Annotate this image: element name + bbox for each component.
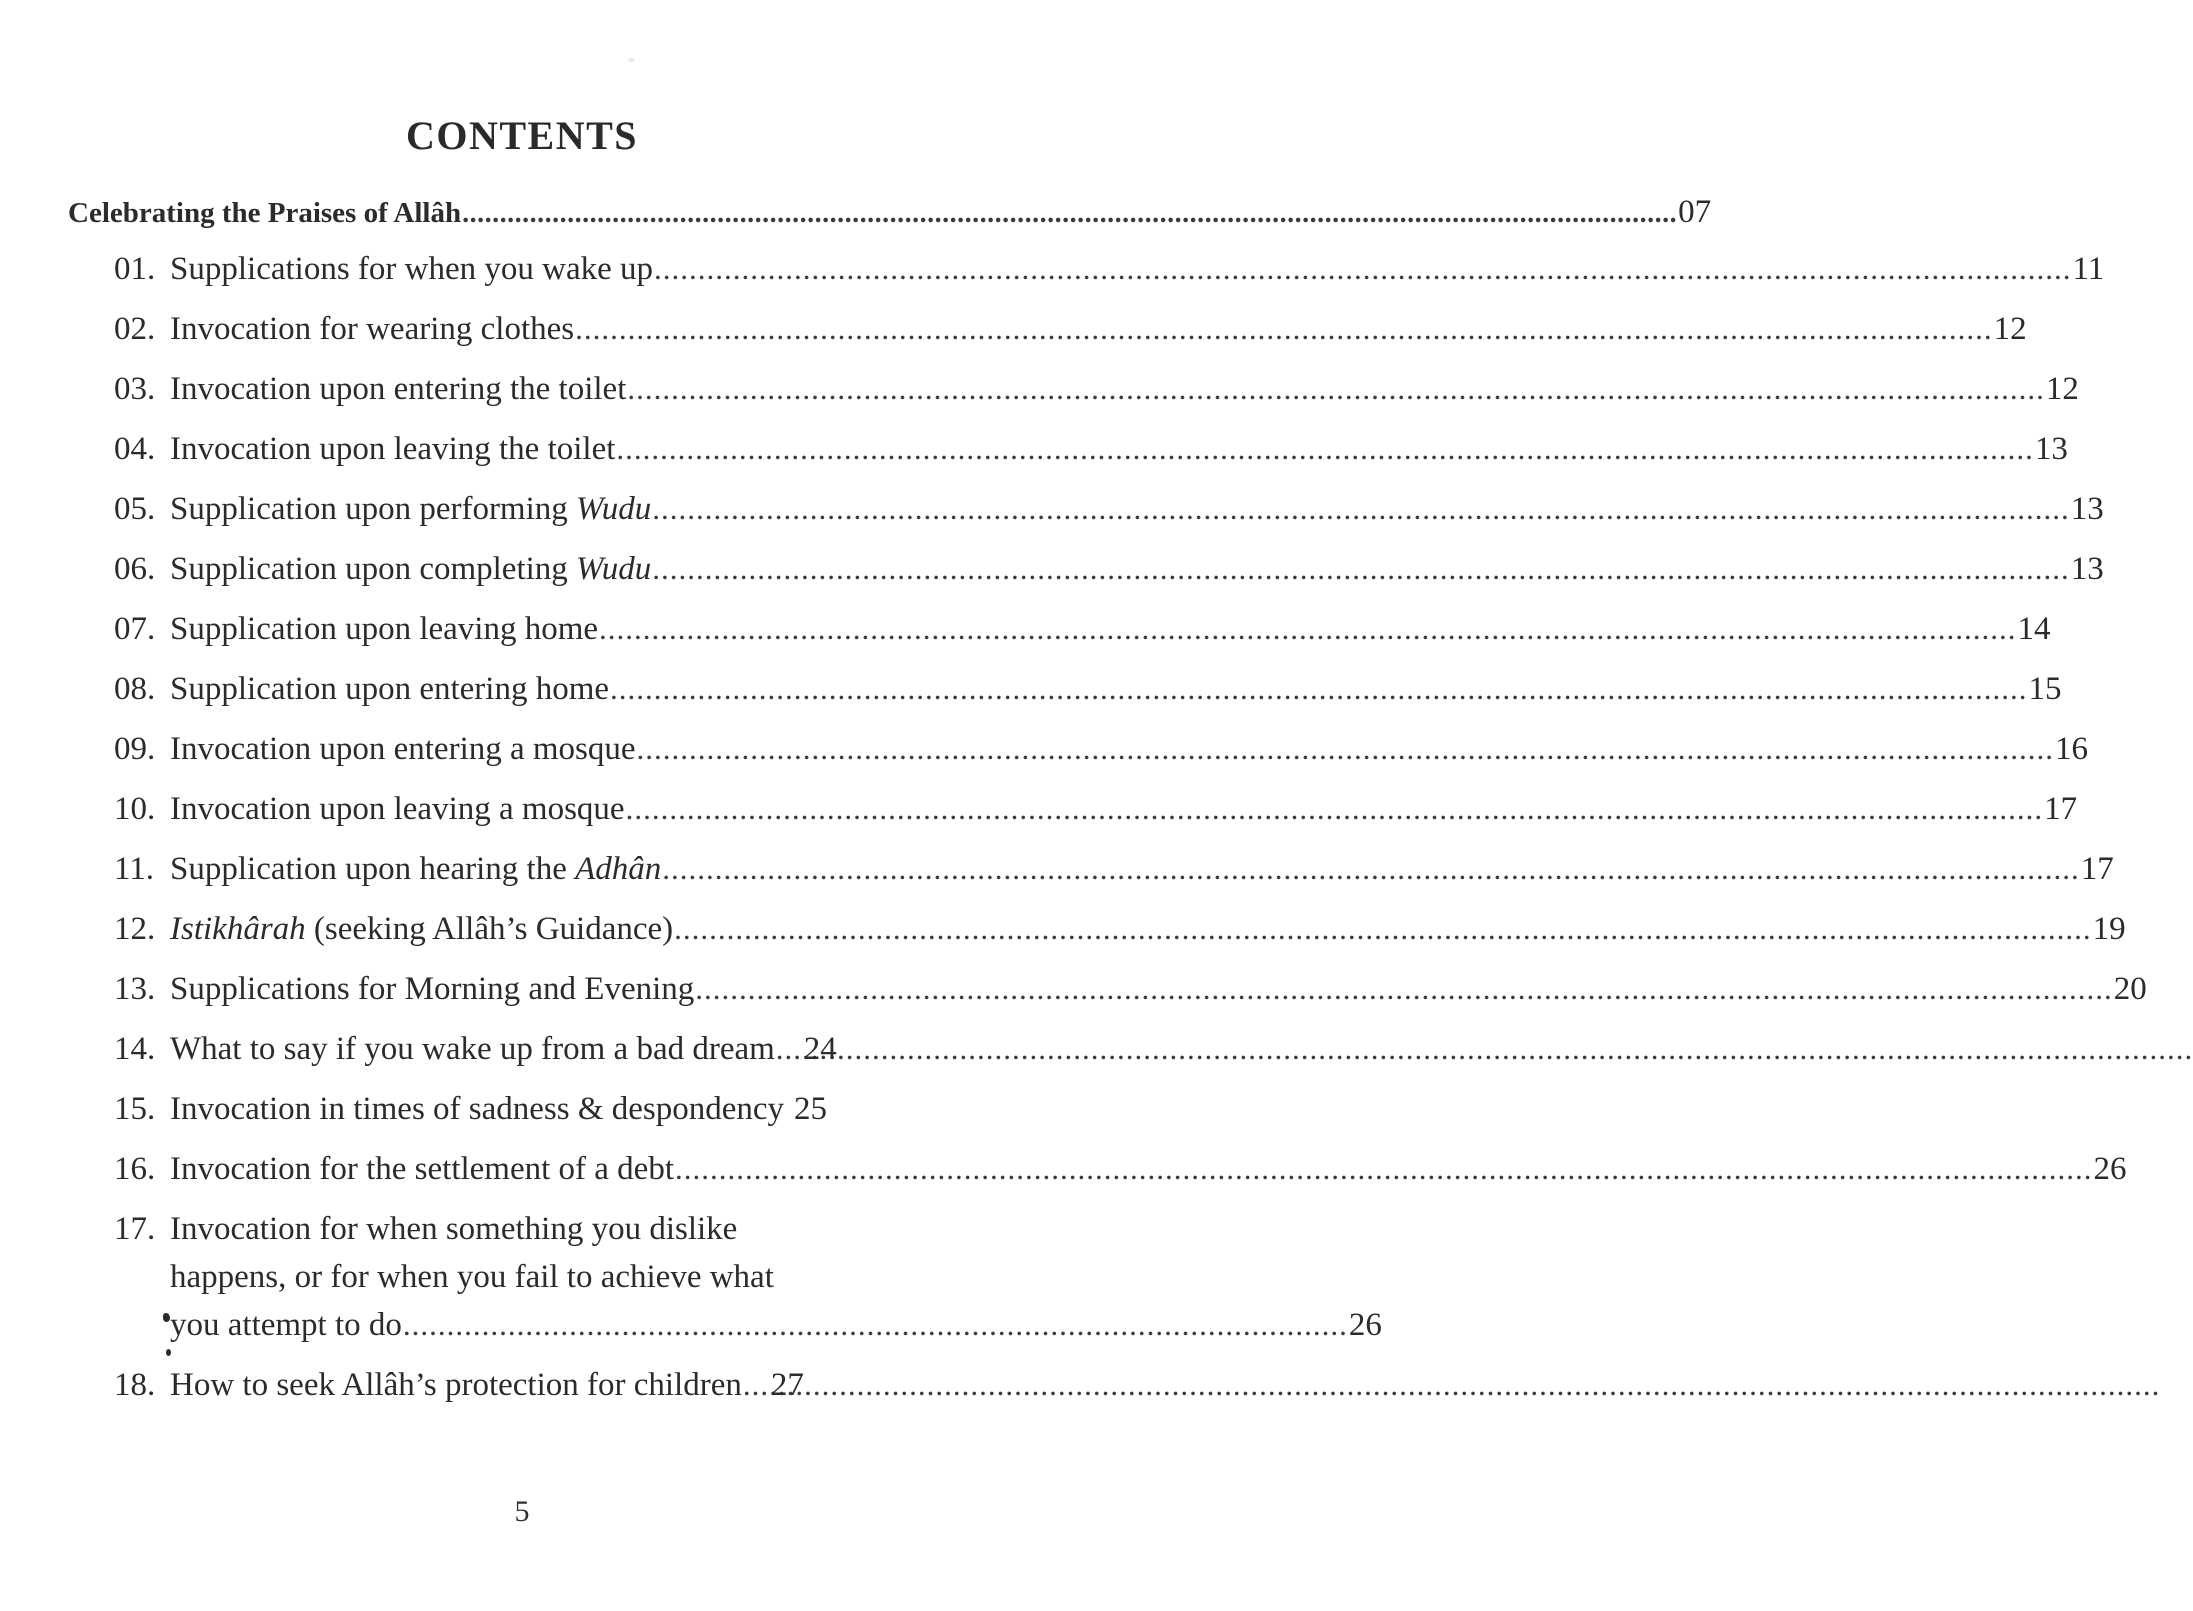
toc-entry-number: 02. bbox=[114, 311, 156, 347]
toc-entry-page: 07 bbox=[1678, 194, 1712, 230]
toc-entry-number: 18. bbox=[114, 1367, 156, 1403]
toc-entry-01[interactable] bbox=[114, 251, 2105, 287]
toc-entry-page: 27 bbox=[770, 1367, 804, 1403]
toc-entry-label-text: you attempt to do bbox=[170, 1307, 402, 1343]
toc-entry-label: How to seek Allâh’s protection for children bbox=[170, 1367, 742, 1403]
toc-entry-page: 17 bbox=[2080, 851, 2114, 887]
toc-entry-label-text: Supplication upon performing bbox=[170, 491, 577, 527]
toc-entry-number: 10. bbox=[114, 791, 156, 827]
dot-leader bbox=[610, 673, 2028, 704]
dot-leader bbox=[743, 1369, 769, 1400]
toc-entry-label: Invocation for the settlement of a debt bbox=[170, 1151, 674, 1187]
toc-entry-label-text: (seeking Allâh’s Guidance) bbox=[305, 911, 674, 947]
toc-entry-label-text: Supplication upon hearing the bbox=[170, 851, 576, 887]
toc-entry-page: 13 bbox=[2034, 431, 2068, 467]
toc-entry-09[interactable] bbox=[114, 731, 2089, 767]
toc-entry-page: 25 bbox=[794, 1091, 828, 1127]
toc-entry-18[interactable] bbox=[114, 1369, 930, 1402]
toc-entry-page: 16 bbox=[2055, 731, 2089, 767]
toc-entry-number: 04. bbox=[114, 431, 156, 467]
toc-entry-label: Celebrating the Praises of Allâh bbox=[68, 197, 462, 229]
toc-entry-10[interactable] bbox=[114, 791, 2078, 827]
toc-entry-03[interactable] bbox=[114, 371, 2079, 407]
toc-entry-label bbox=[170, 913, 673, 946]
toc-entry-number: 05. bbox=[114, 491, 156, 527]
toc-entry-page: 11 bbox=[2072, 251, 2105, 287]
toc-entry-label: Supplication upon leaving home bbox=[170, 611, 599, 647]
toc-entry-number: 15. bbox=[114, 1091, 156, 1127]
toc-entry-page: 26 bbox=[2093, 1151, 2127, 1187]
toc-entry-number: 16. bbox=[114, 1151, 156, 1187]
toc-entry-page: 12 bbox=[2045, 371, 2079, 407]
toc-entry-label-text: Supplication upon completing bbox=[170, 551, 577, 587]
toc-entry-12[interactable] bbox=[114, 911, 2126, 947]
dot-leader bbox=[674, 913, 2092, 944]
toc-entry-label bbox=[170, 493, 651, 526]
toc-entry-label-term: Wudu bbox=[576, 551, 652, 587]
dot-leader bbox=[776, 1033, 802, 1064]
dot-leader bbox=[662, 853, 2080, 884]
toc-entry-13[interactable] bbox=[114, 971, 2147, 1007]
toc-entry-number: 13. bbox=[114, 971, 156, 1007]
toc-entry-15[interactable] bbox=[114, 1093, 930, 1126]
toc-entry-label-term: Adhân bbox=[575, 851, 662, 887]
toc-entry-number: 03. bbox=[114, 371, 156, 407]
toc-entry-page: 24 bbox=[803, 1031, 837, 1067]
toc-entry-label-term: Istikhârah bbox=[170, 911, 306, 947]
toc-entry-label bbox=[170, 853, 661, 886]
toc-entry-label: Supplication upon entering home bbox=[170, 671, 610, 707]
toc-entry-05[interactable] bbox=[114, 491, 2104, 527]
toc-entry-label: Invocation for wearing clothes bbox=[170, 311, 575, 347]
toc-entry-04[interactable] bbox=[114, 431, 2068, 467]
toc-entry-label-line-3 bbox=[170, 1309, 1382, 1342]
toc-entry-body bbox=[170, 1213, 1382, 1342]
page-folio-number: 5 bbox=[514, 1495, 530, 1528]
toc-entry-06[interactable] bbox=[114, 551, 2104, 587]
toc-entry-02[interactable] bbox=[114, 311, 2027, 347]
toc-entry-label bbox=[170, 553, 651, 586]
toc-entry-page: 12 bbox=[1993, 311, 2027, 347]
toc-entry-number: 06. bbox=[114, 551, 156, 587]
dot-leader bbox=[616, 433, 2034, 464]
toc-entry-page: 26 bbox=[1348, 1307, 1382, 1343]
dot-leader bbox=[675, 1153, 2093, 1184]
dot-leader bbox=[637, 733, 2055, 764]
toc-entry-label: Invocation upon entering the toilet bbox=[170, 371, 627, 407]
toc-entry-label: Invocation upon leaving a mosque bbox=[170, 791, 625, 827]
toc-entry-label-term: Wudu bbox=[576, 491, 652, 527]
toc-entry-label: Invocation upon entering a mosque bbox=[170, 731, 636, 767]
toc-entry-07[interactable] bbox=[114, 611, 2051, 647]
toc-entry-16[interactable] bbox=[114, 1151, 2127, 1187]
dot-leader bbox=[626, 793, 2044, 824]
dot-leader bbox=[462, 200, 1677, 228]
toc-entry-page: 13 bbox=[2070, 491, 2104, 527]
toc-entry-page: 13 bbox=[2070, 551, 2104, 587]
toc-entry-number: 17. bbox=[114, 1211, 156, 1247]
toc-entry-page: 17 bbox=[2044, 791, 2078, 827]
toc-entry-page: 15 bbox=[2028, 671, 2062, 707]
toc-entry-label: Supplications for when you wake up bbox=[170, 251, 653, 287]
page-title: CONTENTS bbox=[405, 113, 639, 158]
toc-entry-label: Invocation in times of sadness & despondency bbox=[170, 1091, 785, 1127]
dot-leader bbox=[652, 553, 2070, 584]
toc-entry-number: 09. bbox=[114, 731, 156, 767]
toc-entry-number: 14. bbox=[114, 1031, 156, 1067]
toc-entry-label: Supplications for Morning and Evening bbox=[170, 971, 695, 1007]
dot-leader bbox=[654, 253, 2072, 284]
toc-entry-label: What to say if you wake up from a bad dream bbox=[170, 1031, 775, 1067]
toc-entry-14[interactable] bbox=[114, 1033, 930, 1066]
toc-entry-number: 11. bbox=[114, 851, 155, 887]
dot-leader bbox=[695, 973, 2113, 1004]
dot-leader bbox=[627, 373, 2045, 404]
dot-leader bbox=[599, 613, 2017, 644]
toc-entry-header[interactable] bbox=[68, 194, 1712, 230]
toc-entry-label-line-2: happens, or for when you fail to achieve what bbox=[170, 1259, 774, 1295]
toc-entry-page: 20 bbox=[2113, 971, 2147, 1007]
toc-entry-17[interactable] bbox=[114, 1211, 1382, 1343]
toc-entry-label: Invocation upon leaving the toilet bbox=[170, 431, 616, 467]
toc-entry-11[interactable] bbox=[114, 851, 2114, 887]
toc-entry-number: 07. bbox=[114, 611, 156, 647]
toc-entry-page: 14 bbox=[2017, 611, 2051, 647]
toc-entry-number: 12. bbox=[114, 911, 156, 947]
toc-entry-label-line-1: Invocation for when something you dislike bbox=[170, 1211, 738, 1247]
toc-entry-number: 08. bbox=[114, 671, 156, 707]
dot-leader bbox=[403, 1309, 1348, 1340]
scan-artifact-speck bbox=[628, 58, 635, 62]
table-of-contents bbox=[68, 194, 2147, 1429]
toc-entry-number: 01. bbox=[114, 251, 156, 287]
toc-entry-08[interactable] bbox=[114, 671, 2062, 707]
dot-leader bbox=[575, 313, 1993, 344]
dot-leader bbox=[652, 493, 2070, 524]
toc-entry-page: 19 bbox=[2092, 911, 2126, 947]
